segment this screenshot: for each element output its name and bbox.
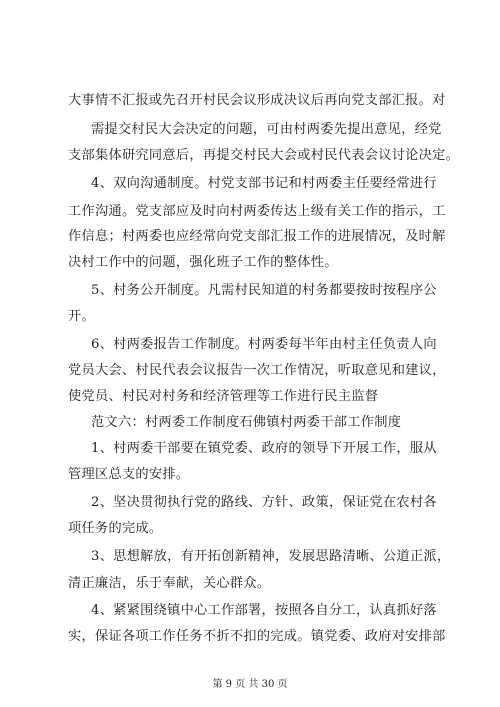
paragraph-line: 大事情不汇报或先召开村民会议形成决议后再向党支部汇报。对 [68,93,446,108]
paragraph-line: 6、村两委报告工作制度。村两委每半年由村主任负责人向 [91,337,437,352]
page-number-footer: 第 9 页 共 30 页 [212,679,288,690]
paragraph-line: 工作沟通。党支部应及时向村两委传达上级有关工作的指示，工 [68,204,446,219]
paragraph-line: 决村工作中的问题，强化班子工作的整体性。 [68,255,338,270]
section-heading: 范文六：村两委工作制度石佛镇村两委干部工作制度 [91,415,402,430]
paragraph-line: 1、村两委干部要在镇党委、政府的领导下开展工作，服从 [91,441,437,456]
paragraph-line: 管理区总支的安排。 [68,467,190,482]
paragraph-line: 4、紧紧围绕镇中心工作部署，按照各自分工，认真抓好落 [91,603,437,618]
paragraph-line: 使党员、村民对村务和经济管理等工作进行民主监督 [68,389,379,404]
paragraph-line: 党员大会、村民代表会议报告一次工作情况，听取意见和建议， [68,363,446,378]
paragraph-line: 3、思想解放，有开拓创新精神，发展思路清晰、公道正派， [91,549,451,564]
paragraph-line: 开。 [68,309,95,324]
paragraph-line: 4、双向沟通制度。村党支部书记和村两委主任要经常进行 [91,176,437,191]
paragraph-line: 实，保证各项工作任务不折不扣的完成。镇党委、政府对安排部 [68,629,446,644]
paragraph-line: 清正廉洁，乐于奉献，关心群众。 [68,576,271,591]
paragraph-line: 作信息；村两委也应经常向党支部汇报工作的进展情况，及时解 [68,229,446,244]
paragraph-line: 5、村务公开制度。凡需村民知道的村务都要按时按程序公 [91,283,437,298]
paragraph-line: 支部集体研究同意后，再提交村民大会或村民代表会议讨论决定。 [68,148,460,163]
paragraph-line: 2、坚决贯彻执行党的路线、方针、政策，保证党在农村各 [91,495,437,510]
paragraph-line: 需提交村民大会决定的问题，可由村两委先提出意见，经党 [91,122,442,137]
paragraph-line: 项任务的完成。 [68,521,163,536]
